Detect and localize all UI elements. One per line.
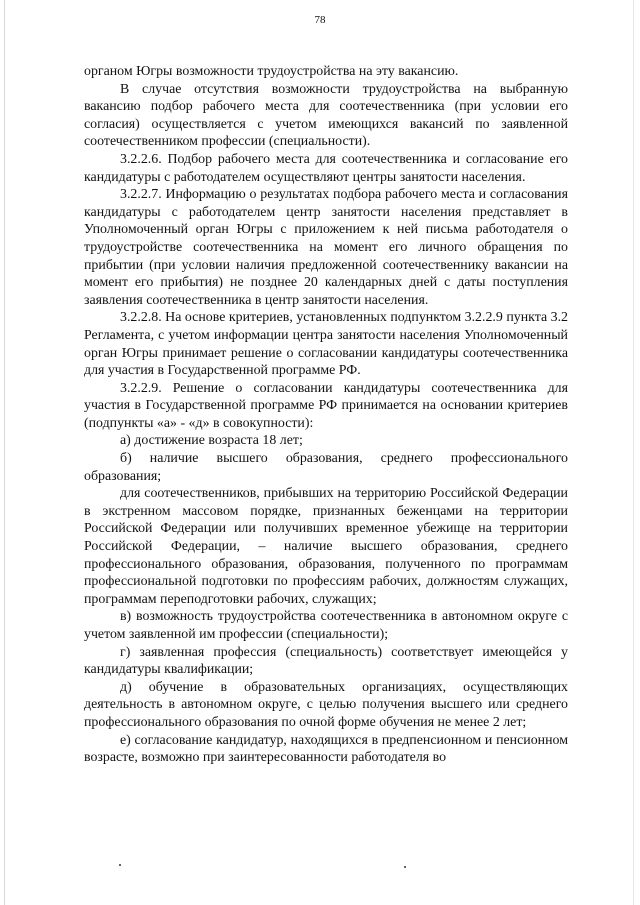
criterion-a: а) достижение возраста 18 лет; bbox=[120, 433, 303, 449]
page-number: 78 bbox=[314, 14, 326, 26]
criterion-g: г) заявленная профессия (специальность) соответствует имеющейся у кандидатуры квалификации; bbox=[84, 644, 568, 678]
paragraph-3-2-2-9: 3.2.2.9. Решение о согласовании кандидатуры соотечественника для участия в Государственной программе РФ принимается на основании критериев (подпункты «а» - «д» в совокупности): bbox=[84, 380, 568, 431]
scan-speck bbox=[119, 864, 121, 866]
scan-speck bbox=[404, 866, 406, 868]
paragraph-3-2-2-8: 3.2.2.8. На основе критериев, установленных подпунктом 3.2.2.9 пункта 3.2 Регламента, с учетом информации центра занятости населения Уполномоченный орган Югры принимает решение о согласовании кандидатуры соотечественника для участия в Государственной программе РФ. bbox=[84, 310, 568, 379]
body-text bbox=[84, 63, 568, 767]
paragraph-continuation: органом Югры возможности трудоустройства на эту вакансию. bbox=[84, 64, 459, 79]
criterion-d: д) обучение в образовательных организациях, осуществляющих деятельность в автономном округе, с целью получения высшего или среднего профессионального образования по очной форме обучения не менее 2 лет; bbox=[84, 679, 568, 730]
paragraph-3-2-2-6: 3.2.2.6. Подбор рабочего места для соотечественника и согласование его кандидатуры с работодателем осуществляют центры занятости населения. bbox=[84, 151, 568, 185]
criterion-v: в) возможность трудоустройства соотечественника в автономном округе с учетом заявленной им профессии (специальности); bbox=[84, 609, 568, 642]
paragraph-3-2-2-7: 3.2.2.7. Информацию о результатах подбора рабочего места и согласования кандидатуры с работодателем центр занятости населения представляет в Уполномоченный орган Югры с приложением к ней письма работодателя о трудоустройстве соотечественника на момент его личного обращения по прибытии (при условии наличия предложенной соотечественнику вакансии на момент его прибытия) не позднее 20 календарных дней с даты поступления заявления соотечественника в центр занятости населения. bbox=[84, 187, 568, 308]
criterion-b: б) наличие высшего образования, среднего профессионального образования; bbox=[84, 451, 568, 484]
scan-edge-right bbox=[633, 0, 634, 905]
paragraph-vacancy-absence: В случае отсутствия возможности трудоустройства на выбранную вакансию подбор рабочего места для соотечественника (при условии его согласия) осуществляется с учетом имеющихся вакансий по заявленной соотечественником профессии (специальности). bbox=[84, 81, 568, 150]
criterion-e: е) согласование кандидатур, находящихся в предпенсионном и пенсионном возрасте, возможно при заинтересованности работодателя во bbox=[84, 732, 568, 766]
scan-edge-left bbox=[4, 0, 5, 905]
paragraph-refugees: для соотечественников, прибывших на территорию Российской Федерации в экстренном массовом порядке, признанных беженцами на территории Российской Федерации или получивших временное убежище на территории Российской Федерации, – наличие высшего образования, среднего профессионального образования, образования, полученного по программам профессиональной подготовки по профессиям рабочих, должностям служащих, программам переподготовки рабочих, служащих; bbox=[84, 486, 568, 607]
